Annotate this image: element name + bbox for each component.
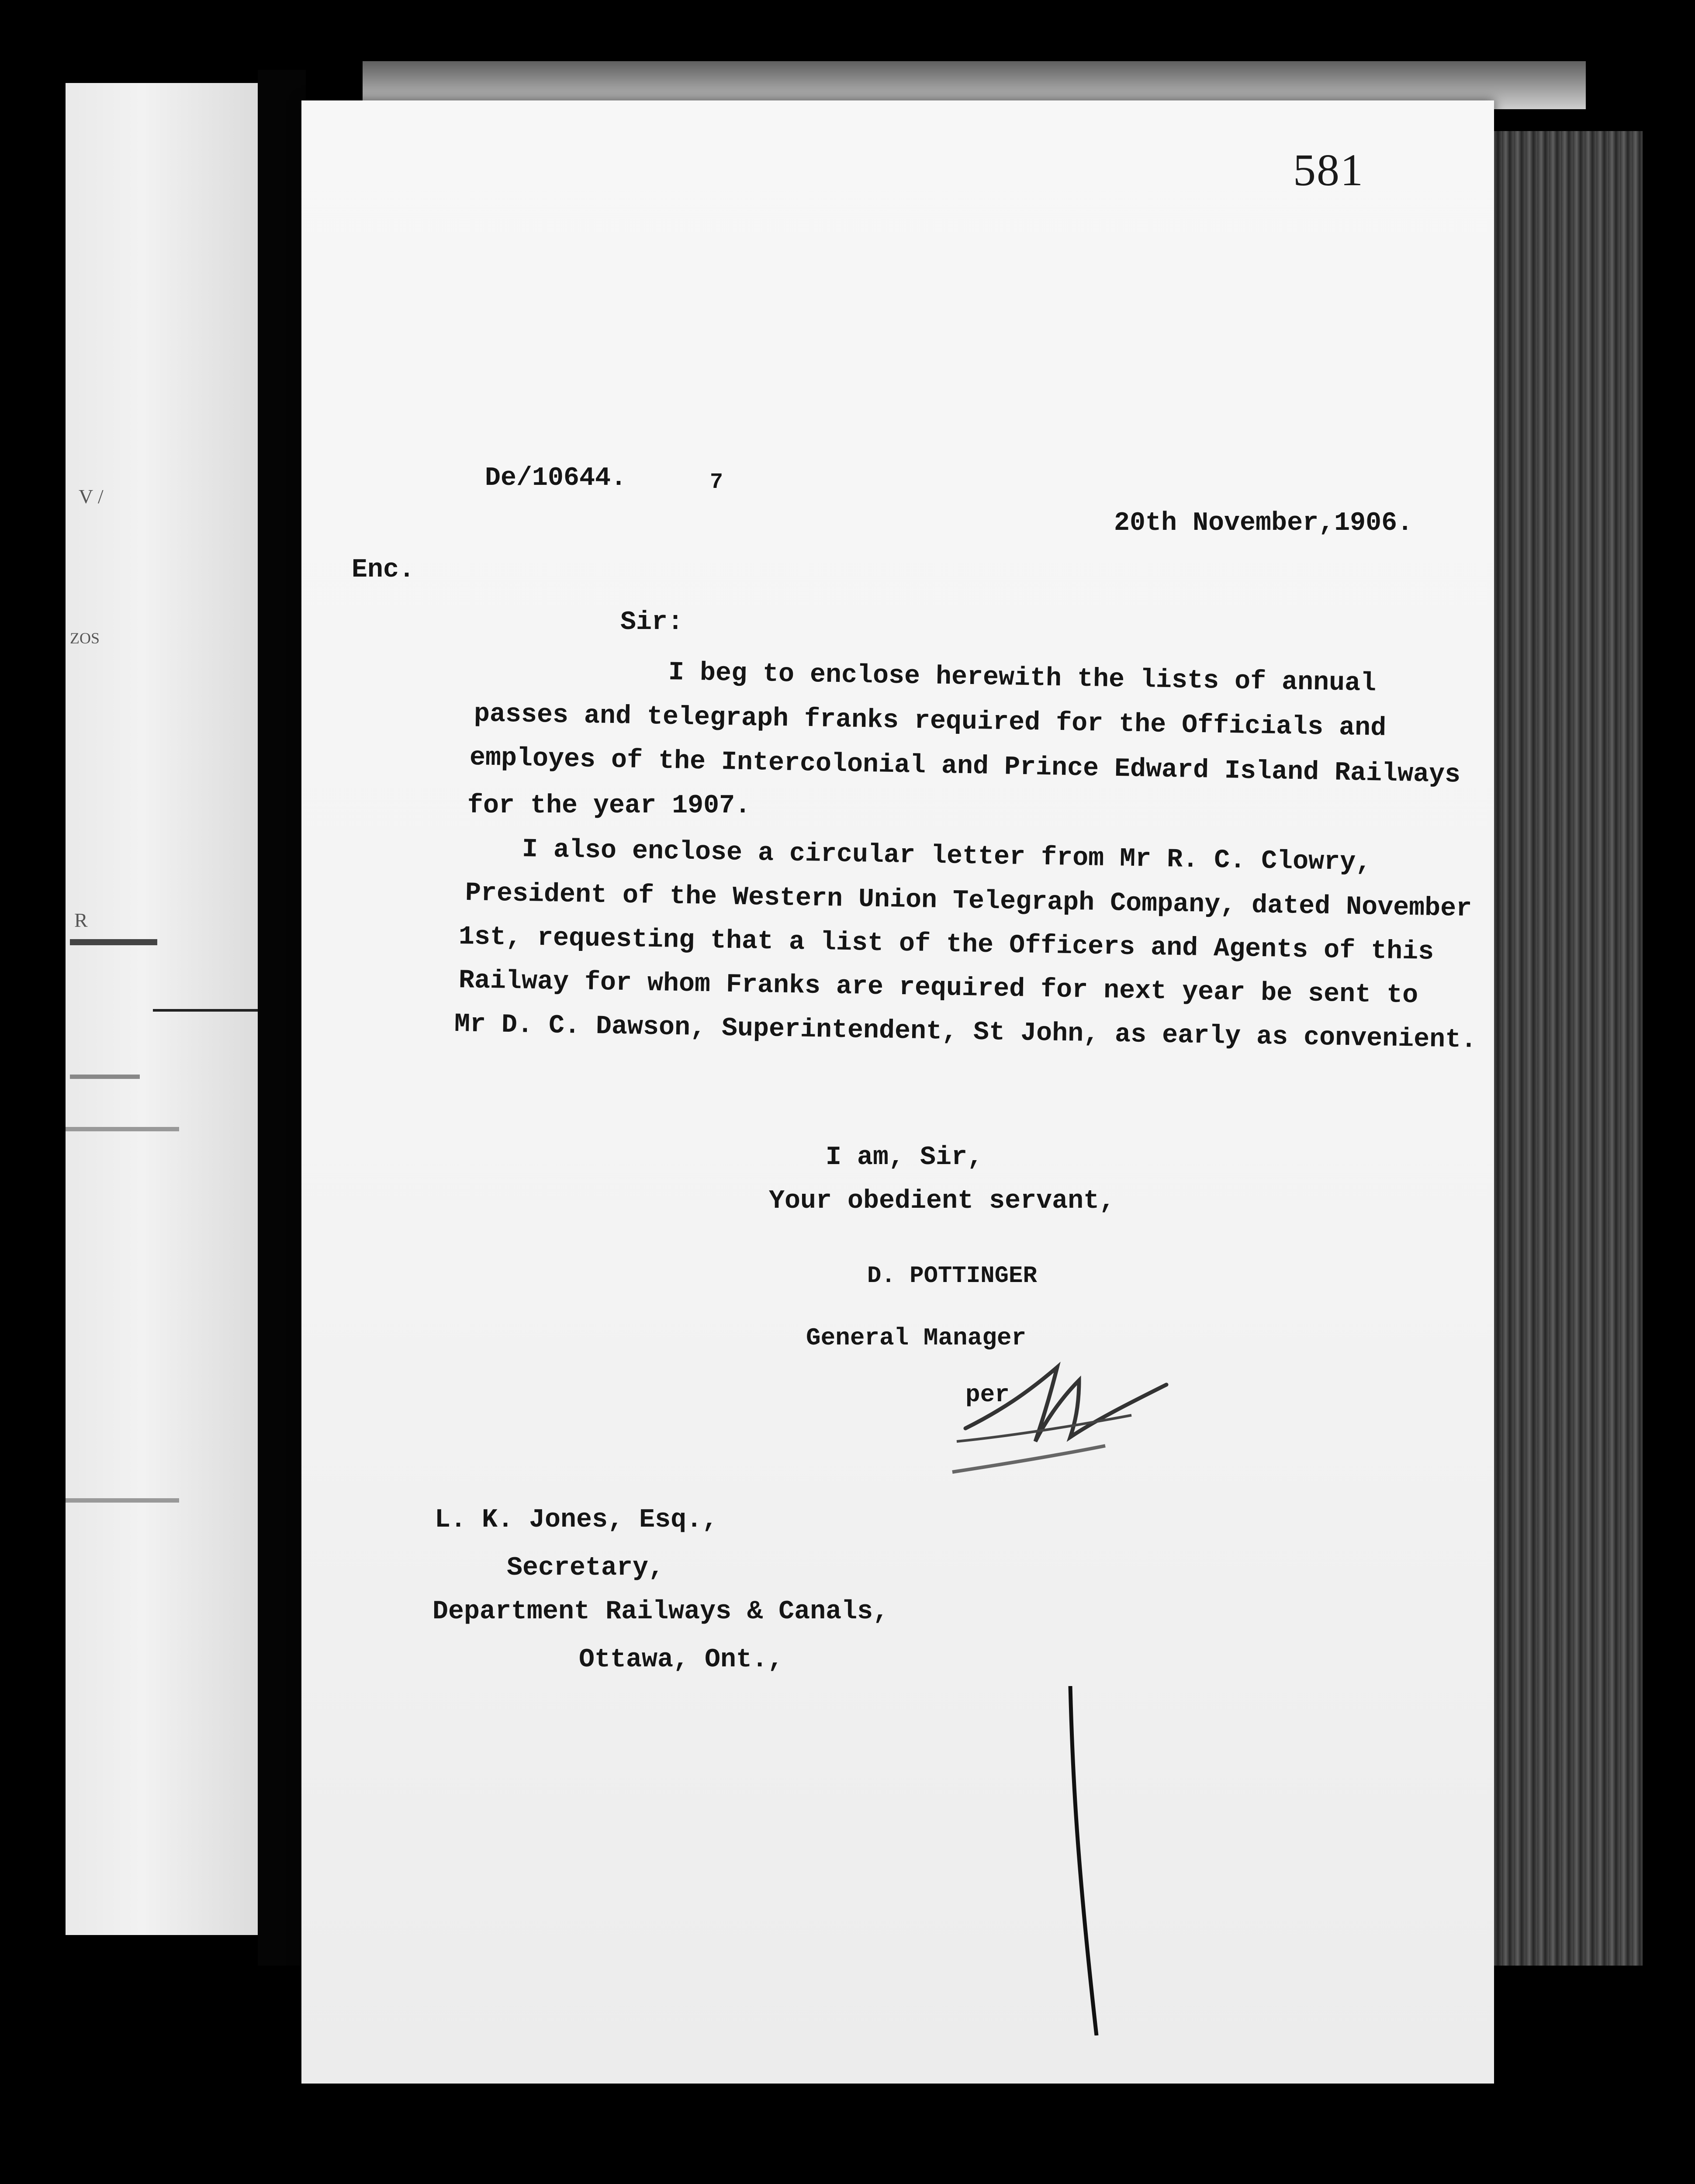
closing-line: Your obedient servant, bbox=[769, 1186, 1115, 1216]
body-line: employes of the Intercolonial and Prince Edward Island Railways bbox=[469, 743, 1461, 790]
ink-stroke bbox=[1066, 1686, 1101, 2035]
letter-page bbox=[301, 100, 1494, 2084]
per-text: per bbox=[965, 1381, 1010, 1409]
letter-date: 20th November,1906. bbox=[1114, 508, 1413, 538]
facing-page-fragment: V / bbox=[79, 485, 104, 508]
handwritten-signature bbox=[948, 1341, 1175, 1481]
closing-line: I am, Sir, bbox=[826, 1143, 983, 1172]
body-line: Mr D. C. Dawson, Superintendent, St John, as early as convenient. bbox=[454, 1009, 1477, 1055]
addressee-line: Department Railways & Canals, bbox=[432, 1597, 889, 1627]
body-line: President of the Western Union Telegraph Company, dated November bbox=[465, 878, 1472, 924]
body-line: I beg to enclose herewith the lists of annual bbox=[668, 658, 1377, 699]
facing-page-fragment: R bbox=[74, 909, 88, 931]
ink-mark bbox=[70, 939, 157, 945]
addressee-line: L. K. Jones, Esq., bbox=[435, 1505, 718, 1535]
addressee-line: Secretary, bbox=[507, 1553, 664, 1583]
ink-mark bbox=[70, 1075, 140, 1079]
facing-page bbox=[66, 83, 258, 1935]
book-gutter bbox=[258, 70, 306, 1966]
ink-mark bbox=[66, 1127, 179, 1131]
body-line: for the year 1907. bbox=[467, 791, 751, 821]
salutation: Sir: bbox=[620, 608, 684, 637]
enclosure-note: Enc. bbox=[352, 555, 415, 585]
signatory-title: General Manager bbox=[806, 1324, 1027, 1352]
page-number: 581 bbox=[1293, 145, 1364, 195]
facing-page-fragment: ZOS bbox=[70, 629, 100, 647]
ink-mark bbox=[66, 1498, 179, 1503]
body-line: passes and telegraph franks required for the Officials and bbox=[474, 699, 1387, 743]
body-line: Railway for whom Franks are required for next year be sent to bbox=[458, 966, 1418, 1011]
reference-number: De/10644. bbox=[485, 463, 627, 493]
ink-mark bbox=[153, 1009, 258, 1012]
body-line: 1st, requesting that a list of the Officers and Agents of this bbox=[458, 922, 1434, 968]
reference-mark: 7 bbox=[710, 470, 723, 495]
body-line: I also enclose a circular letter from Mr R. C. Clowry, bbox=[522, 835, 1372, 878]
signatory-name: D. POTTINGER bbox=[867, 1263, 1037, 1289]
addressee-line: Ottawa, Ont., bbox=[579, 1645, 784, 1675]
